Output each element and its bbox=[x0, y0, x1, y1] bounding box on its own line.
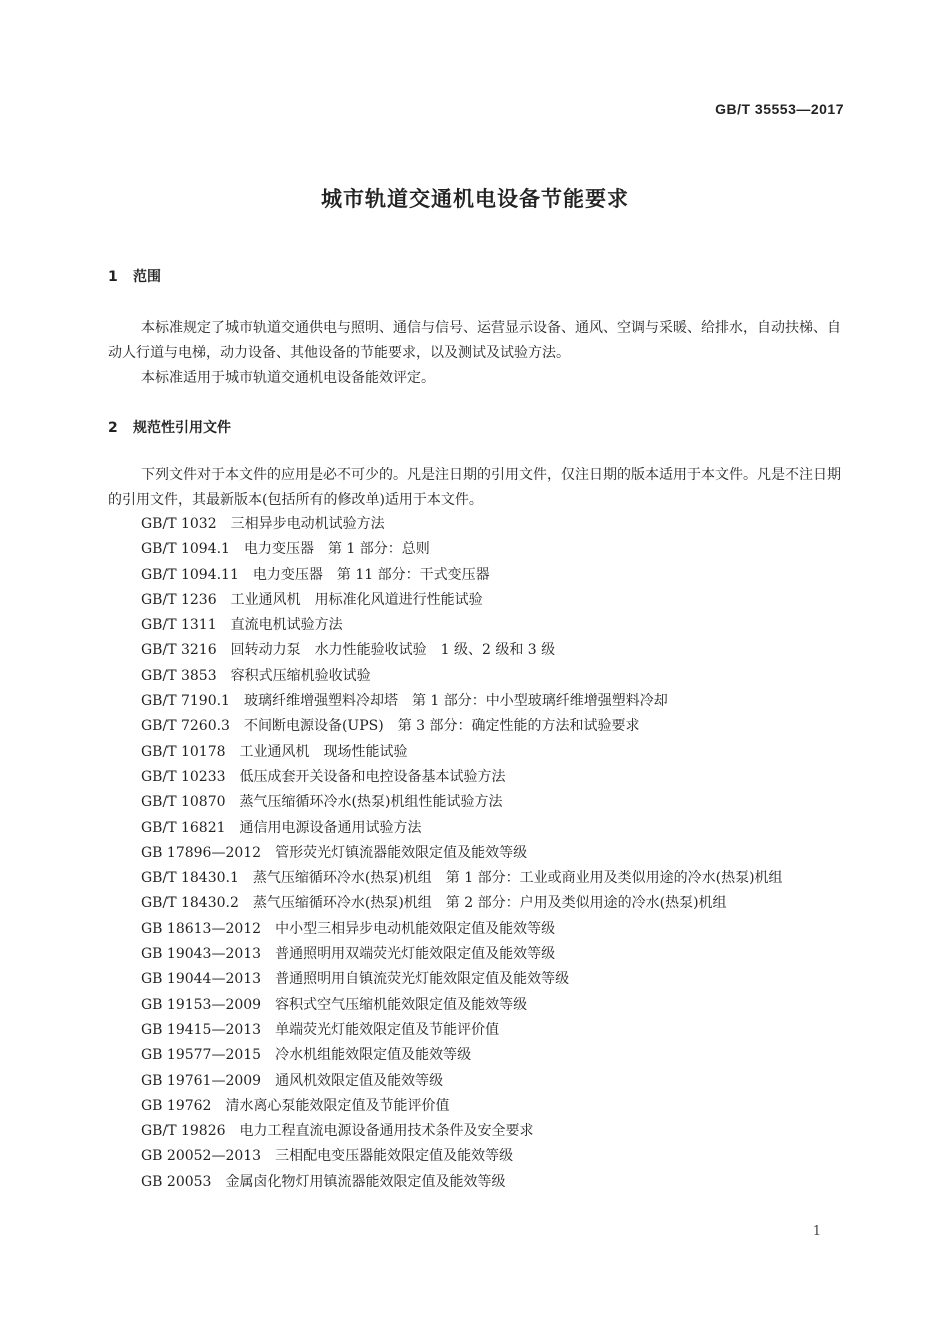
reference-code: GB/T 3216 bbox=[141, 642, 217, 659]
reference-item bbox=[141, 1144, 846, 1169]
standard-code: GB/T 35553—2017 bbox=[715, 101, 844, 117]
reference-item bbox=[141, 993, 846, 1018]
reference-code: GB 20052—2013 bbox=[141, 1148, 262, 1165]
reference-title: 容积式压缩机验收试验 bbox=[230, 667, 371, 684]
reference-item bbox=[141, 841, 846, 866]
reference-title: 三相异步电动机试验方法 bbox=[230, 516, 385, 532]
reference-title: 蒸气压缩循环冷水(热泵)机组性能试验方法 bbox=[239, 794, 503, 811]
reference-item bbox=[141, 1043, 846, 1068]
reference-item bbox=[141, 942, 846, 967]
reference-code: GB/T 1032 bbox=[141, 516, 217, 532]
reference-title: 清水离心泵能效限定值及节能评价值 bbox=[225, 1097, 450, 1114]
reference-item bbox=[141, 638, 846, 663]
section-number: 2 bbox=[108, 420, 118, 436]
reference-title: 电力变压器 第 11 部分：干式变压器 bbox=[252, 566, 490, 583]
reference-item bbox=[141, 664, 846, 689]
section-2-paragraph-1 bbox=[108, 463, 843, 513]
reference-code: GB 19044—2013 bbox=[141, 971, 262, 988]
paragraph-text: 本标准规定了城市轨道交通供电与照明、通信与信号、运营显示设备、通风、空调与采暖、给排水，自动扶梯、自动人行道与电梯，动力设备、其他设备的节能要求，以及测试及试验方法。 bbox=[108, 320, 841, 361]
section-title: 规范性引用文件 bbox=[133, 420, 231, 436]
reference-code: GB 19761—2009 bbox=[141, 1072, 262, 1089]
reference-title: 金属卤化物灯用镇流器能效限定值及能效等级 bbox=[225, 1173, 506, 1190]
reference-code: GB/T 10233 bbox=[141, 768, 226, 785]
reference-code: GB 19153—2009 bbox=[141, 996, 262, 1013]
reference-item bbox=[141, 967, 846, 992]
reference-code: GB/T 16821 bbox=[141, 819, 226, 836]
reference-list bbox=[141, 512, 846, 1195]
section-1-paragraph-1 bbox=[108, 316, 843, 366]
reference-item bbox=[141, 613, 846, 638]
reference-item bbox=[141, 790, 846, 815]
reference-title: 直流电机试验方法 bbox=[230, 617, 343, 634]
reference-code: GB/T 1236 bbox=[141, 591, 217, 608]
reference-code: GB/T 10870 bbox=[141, 794, 226, 811]
reference-title: 蒸气压缩循环冷水(热泵)机组 第 1 部分：工业或商业用及类似用途的冷水(热泵)机组 bbox=[252, 870, 783, 887]
reference-title: 不间断电源设备(UPS) 第 3 部分：确定性能的方法和试验要求 bbox=[243, 718, 640, 735]
reference-item bbox=[141, 765, 846, 790]
section-1-heading bbox=[108, 266, 161, 286]
reference-title: 工业通风机 用标准化风道进行性能试验 bbox=[230, 591, 483, 608]
reference-code: GB/T 7190.1 bbox=[141, 693, 230, 710]
reference-code: GB 18613—2012 bbox=[141, 920, 262, 937]
reference-item bbox=[141, 537, 846, 562]
reference-code: GB/T 1094.11 bbox=[141, 566, 239, 583]
document-title: 城市轨道交通机电设备节能要求 bbox=[321, 187, 629, 211]
reference-title: 通信用电源设备通用试验方法 bbox=[239, 819, 422, 836]
reference-title: 容积式空气压缩机能效限定值及能效等级 bbox=[275, 996, 528, 1013]
reference-item bbox=[141, 891, 846, 916]
reference-item bbox=[141, 1018, 846, 1043]
reference-code: GB 19762 bbox=[141, 1097, 212, 1114]
section-title: 范围 bbox=[133, 269, 161, 285]
reference-code: GB/T 1094.1 bbox=[141, 541, 230, 558]
reference-code: GB 19043—2013 bbox=[141, 946, 262, 963]
reference-item bbox=[141, 917, 846, 942]
reference-item bbox=[141, 1170, 846, 1195]
reference-item bbox=[141, 714, 846, 739]
paragraph-text: 下列文件对于本文件的应用是必不可少的。凡是注日期的引用文件，仅注日期的版本适用于本文件。凡是不注日期的引用文件，其最新版本(包括所有的修改单)适用于本文件。 bbox=[108, 467, 841, 508]
reference-code: GB/T 1311 bbox=[141, 617, 217, 634]
reference-title: 玻璃纤维增强塑料冷却塔 第 1 部分：中小型玻璃纤维增强塑料冷却 bbox=[243, 693, 668, 710]
reference-item bbox=[141, 1094, 846, 1119]
reference-item bbox=[141, 1069, 846, 1094]
reference-code: GB/T 19826 bbox=[141, 1123, 226, 1140]
reference-item bbox=[141, 740, 846, 765]
reference-item bbox=[108, 866, 846, 891]
reference-code: GB 19415—2013 bbox=[141, 1021, 262, 1038]
section-number: 1 bbox=[108, 269, 118, 285]
reference-title: 冷水机组能效限定值及能效等级 bbox=[275, 1047, 472, 1064]
reference-title: 工业通风机 现场性能试验 bbox=[239, 743, 408, 760]
reference-title: 电力变压器 第 1 部分：总则 bbox=[243, 541, 430, 558]
section-1-paragraph-2 bbox=[108, 366, 843, 391]
reference-code: GB/T 3853 bbox=[141, 667, 217, 684]
reference-code: GB/T 7260.3 bbox=[141, 718, 230, 735]
reference-code: GB/T 10178 bbox=[141, 743, 226, 760]
reference-title: 通风机效限定值及能效等级 bbox=[275, 1072, 444, 1089]
reference-item bbox=[141, 563, 846, 588]
reference-code: GB 20053 bbox=[141, 1173, 212, 1190]
reference-title: 单端荧光灯能效限定值及节能评价值 bbox=[275, 1021, 500, 1038]
page-number: 1 bbox=[812, 1224, 821, 1239]
reference-code: GB/T 18430.1 bbox=[141, 870, 239, 887]
reference-code: GB/T 18430.2 bbox=[141, 895, 239, 912]
reference-code: GB 19577—2015 bbox=[141, 1047, 262, 1064]
reference-title: 低压成套开关设备和电控设备基本试验方法 bbox=[239, 768, 506, 785]
reference-item bbox=[141, 512, 846, 537]
reference-title: 管形荧光灯镇流器能效限定值及能效等级 bbox=[275, 844, 528, 861]
reference-title: 回转动力泵 水力性能验收试验 1 级、2 级和 3 级 bbox=[230, 642, 556, 659]
reference-title: 三相配电变压器能效限定值及能效等级 bbox=[275, 1148, 514, 1165]
reference-item bbox=[141, 689, 846, 714]
reference-item bbox=[141, 1119, 846, 1144]
paragraph-text: 本标准适用于城市轨道交通机电设备能效评定。 bbox=[141, 370, 435, 386]
reference-title: 中小型三相异步电动机能效限定值及能效等级 bbox=[275, 920, 556, 937]
reference-title: 普通照明用自镇流荧光灯能效限定值及能效等级 bbox=[275, 971, 570, 988]
reference-item bbox=[141, 588, 846, 613]
reference-title: 普通照明用双端荧光灯能效限定值及能效等级 bbox=[275, 946, 556, 963]
reference-title: 蒸气压缩循环冷水(热泵)机组 第 2 部分：户用及类似用途的冷水(热泵)机组 bbox=[252, 895, 727, 912]
reference-code: GB 17896—2012 bbox=[141, 844, 262, 861]
reference-item bbox=[141, 816, 846, 841]
section-2-heading bbox=[108, 417, 231, 437]
reference-title: 电力工程直流电源设备通用技术条件及安全要求 bbox=[239, 1123, 534, 1140]
